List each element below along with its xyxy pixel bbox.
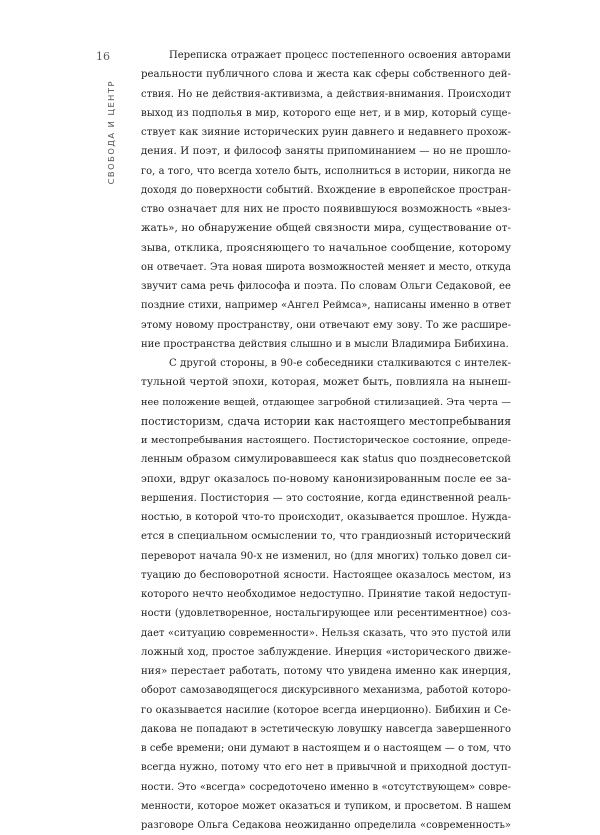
text-line: поздние стихи, например «Ангел Реймса», написаны именно в ответ xyxy=(141,300,511,312)
text-line: ние пространства действия слышно и в мысли Владимира Бибихина. xyxy=(141,338,509,350)
text-line: ствует как зияние исторических руин давнего и недавнего прохож- xyxy=(141,127,511,138)
text-line: постисторизм, сдача истории как настоящего местопребывания xyxy=(141,414,511,428)
text-line: го оказывается насилие (которое всегда инерционно). Бибихин и Се- xyxy=(141,704,511,716)
text-line: ствия. Но не действия-активизма, а действия-внимания. Происходит xyxy=(141,88,511,100)
page-number: 16 xyxy=(96,50,110,63)
text-line: ложный ход, простое заблуждение. Инерция «исторического движе- xyxy=(141,646,511,658)
running-head: СВОБОДА И ЦЕНТР xyxy=(106,80,116,185)
text-line: менности, которое может оказаться и тупиком, и просветом. В нашем xyxy=(141,800,511,812)
text-line: которого нечто необходимое недоступно. Принятие такой недоступ- xyxy=(141,589,511,600)
paragraph-first-line: С другой стороны, в 90-е собеседники сталкиваются с интелек- xyxy=(169,358,511,369)
text-line: доходя до поверхности событий. Вхождение в европейское простран- xyxy=(141,184,511,196)
text-line: туацию до бесповоротной ясности. Настоящее оказалось местом, из xyxy=(141,569,511,581)
text-line: и местопребывания настоящего. Постисторическое состояние, опреде- xyxy=(141,435,511,446)
text-line: ленным образом симулировавшееся как status quo позднесоветской xyxy=(141,454,511,466)
text-line: дения. И поэт, и философ заняты припоминанием — но не прошло- xyxy=(141,145,511,158)
text-line: этому новому пространству, они отвечают ему зову. То же расшире- xyxy=(141,319,511,331)
text-line: переворот начала 90-х не изменил, но (для многих) только довел си- xyxy=(141,550,511,562)
text-line: оборот самозаводящегося дискурсивного механизма, работой которо- xyxy=(141,685,511,697)
text-line: ния» перестает работать, потому что увидена именно как инерция, xyxy=(141,666,511,677)
body-text xyxy=(141,46,511,835)
paragraph-first-line: Переписка отражает процесс постепенного освоения авторами xyxy=(169,50,511,61)
text-line: эпохи, вдруг оказалось по-новому канонизированным после ее за- xyxy=(141,472,511,485)
text-line: зыва, отклика, проясняющего то начальное сообщение, которому xyxy=(141,241,511,254)
text-line: нее положение вещей, отдающее загробной стилизацией. Эта черта — xyxy=(141,396,511,408)
text-line: вершения. Постистория — это состояние, когда единственной реаль- xyxy=(141,492,511,504)
text-line: ностью, в которой что-то происходит, оказывается прошлое. Нужда- xyxy=(141,512,511,523)
text-line: жать», но обнаружение общей связности мира, существование от- xyxy=(141,222,511,235)
text-line: дает «ситуацию современности». Нельзя сказать, что это пустой или xyxy=(141,627,511,639)
text-line: тульной чертой эпохи, которая, может быть, повлияла на нынеш- xyxy=(141,376,511,389)
text-line: дакова не попадают в эстетическую ловушку навсегда завершенного xyxy=(141,723,511,735)
text-line: всегда нужно, потому что его нет в привычной и приходной доступ- xyxy=(141,762,511,774)
text-line: реальности публичного слова и жеста как сферы собственного дей- xyxy=(141,69,511,81)
text-line: он отвечает. Эта новая широта возможностей меняет и место, откуда xyxy=(141,261,511,273)
text-line: ности. Это «всегда» сосредоточено именно в «отсутствующем» совре- xyxy=(141,781,511,793)
text-line: в себе времени; они думают в настоящем и о настоящем — о том, что xyxy=(141,743,511,754)
text-line: звучит сама речь философа и поэта. По словам Ольги Седаковой, ее xyxy=(141,281,511,292)
text-line: ется в специальном осмыслении то, что грандиозный исторический xyxy=(141,531,511,543)
text-line: го, а того, что всегда хотело быть, исполниться в истории, никогда не xyxy=(141,165,511,177)
text-line: ство означает для них не просто появившуюся возможность «выез- xyxy=(141,203,511,215)
text-line: разговоре Ольга Седакова неожиданно определила «современность» xyxy=(141,820,511,831)
text-line: выход из подполья в мир, которого еще нет, и в мир, который суще- xyxy=(141,107,511,119)
text-line: ности (удовлетворенное, ностальгирующее или ресентиментное) соз- xyxy=(141,608,511,620)
